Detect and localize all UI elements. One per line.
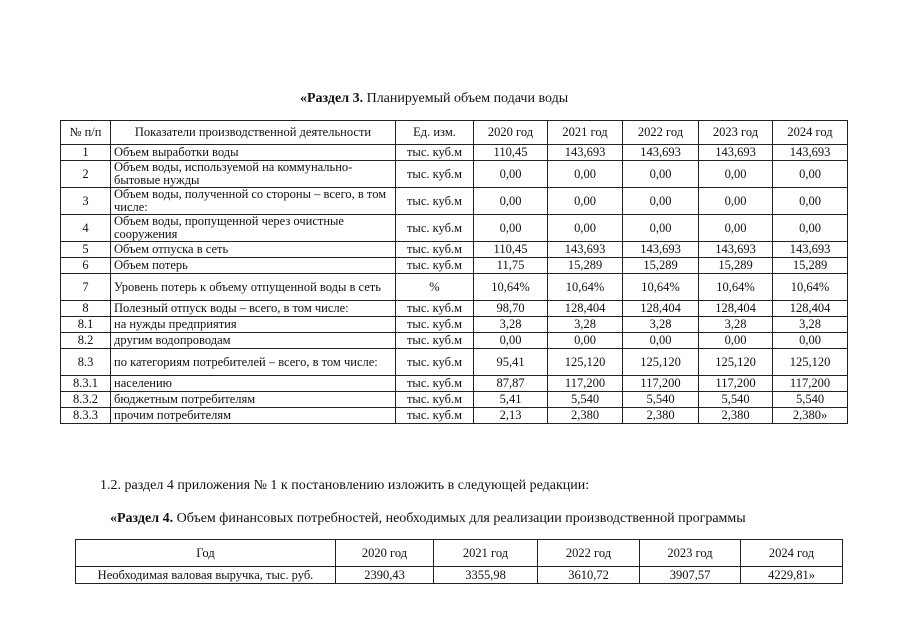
section4-heading-text: Объем финансовых потребностей, необходимых для реализации производственной программы: [173, 511, 746, 526]
row-value: 10,64%: [474, 274, 548, 301]
revenue-label: Необходимая валовая выручка, тыс. руб.: [76, 567, 336, 584]
row-unit: тыс. куб.м: [396, 301, 474, 317]
row-value: 143,693: [773, 145, 848, 161]
row-value: 0,00: [548, 215, 623, 242]
section3-header-row: [61, 121, 848, 145]
row-indicator: по категориям потребителей – всего, в том числе:: [111, 349, 396, 376]
section4-table: [75, 539, 843, 584]
row-indicator: Объем отпуска в сеть: [111, 242, 396, 258]
row-value: 15,289: [699, 258, 773, 274]
row-value: 125,120: [623, 349, 699, 376]
row-value: 11,75: [474, 258, 548, 274]
section4-heading: [110, 511, 746, 527]
row-value: 110,45: [474, 145, 548, 161]
row-value: 117,200: [773, 376, 848, 392]
row-value: 0,00: [699, 215, 773, 242]
row-unit: тыс. куб.м: [396, 317, 474, 333]
row-number: 6: [61, 258, 111, 274]
header-2021: 2021 год: [434, 540, 538, 567]
row-indicator: на нужды предприятия: [111, 317, 396, 333]
row-value: 0,00: [623, 188, 699, 215]
row-number: 3: [61, 188, 111, 215]
row-value: 0,00: [699, 333, 773, 349]
row-unit: тыс. куб.м: [396, 349, 474, 376]
row-value: 15,289: [548, 258, 623, 274]
row-number: 2: [61, 161, 111, 188]
row-unit: тыс. куб.м: [396, 333, 474, 349]
row-number: 8.2: [61, 333, 111, 349]
row-number: 8: [61, 301, 111, 317]
row-value: 0,00: [773, 333, 848, 349]
row-value: 5,540: [548, 392, 623, 408]
header-2021: 2021 год: [548, 121, 623, 145]
row-value: 95,41: [474, 349, 548, 376]
row-value: 143,693: [548, 242, 623, 258]
row-value: 0,00: [773, 188, 848, 215]
row-value: 3,28: [474, 317, 548, 333]
row-unit: тыс. куб.м: [396, 376, 474, 392]
section3-heading-text: Планируемый объем подачи воды: [363, 91, 569, 106]
header-indicator: Показатели производственной деятельности: [111, 121, 396, 145]
row-value: 0,00: [548, 188, 623, 215]
header-2024: 2024 год: [773, 121, 848, 145]
row-indicator: Полезный отпуск воды – всего, в том числе:: [111, 301, 396, 317]
row-value: 5,540: [773, 392, 848, 408]
row-value: 3,28: [699, 317, 773, 333]
row-unit: тыс. куб.м: [396, 258, 474, 274]
row-value: 128,404: [699, 301, 773, 317]
row-number: 8.1: [61, 317, 111, 333]
row-value: 3,28: [773, 317, 848, 333]
row-indicator: Уровень потерь к объему отпущенной воды в сеть: [111, 274, 396, 301]
row-value: 0,00: [623, 161, 699, 188]
row-value: 5,41: [474, 392, 548, 408]
table-row: [61, 333, 848, 349]
row-number: 8.3.1: [61, 376, 111, 392]
header-num: № п/п: [61, 121, 111, 145]
row-value: 110,45: [474, 242, 548, 258]
row-indicator: Объем потерь: [111, 258, 396, 274]
row-value: 10,64%: [623, 274, 699, 301]
row-value: 128,404: [773, 301, 848, 317]
row-value: 98,70: [474, 301, 548, 317]
row-value: 117,200: [699, 376, 773, 392]
row-unit: тыс. куб.м: [396, 188, 474, 215]
section4-heading-bold: «Раздел 4.: [110, 511, 174, 526]
row-value: 0,00: [474, 188, 548, 215]
row-indicator: населению: [111, 376, 396, 392]
table-row: [61, 258, 848, 274]
row-value: 5,540: [699, 392, 773, 408]
row-value: 0,00: [548, 161, 623, 188]
section3-table: [60, 120, 848, 424]
section4-header-row: [76, 540, 843, 567]
row-value: 143,693: [699, 145, 773, 161]
revenue-2021: 3355,98: [434, 567, 538, 584]
row-value: 143,693: [548, 145, 623, 161]
row-indicator: Объем воды, пропущенной через очистные сооружения: [111, 215, 396, 242]
section3-heading: [300, 91, 568, 107]
header-2023: 2023 год: [640, 540, 741, 567]
row-value: 2,380: [623, 408, 699, 424]
row-value: 3,28: [623, 317, 699, 333]
revenue-2023: 3907,57: [640, 567, 741, 584]
row-indicator: Объем воды, используемой на коммунально-бытовые нужды: [111, 161, 396, 188]
section3-table-body: [61, 145, 848, 424]
row-value: 128,404: [548, 301, 623, 317]
table-row: [61, 188, 848, 215]
revenue-2024: 4229,81»: [741, 567, 843, 584]
table-row: [61, 145, 848, 161]
table-row: [61, 408, 848, 424]
row-unit: тыс. куб.м: [396, 392, 474, 408]
row-unit: тыс. куб.м: [396, 145, 474, 161]
row-value: 117,200: [623, 376, 699, 392]
row-indicator: Объем выработки воды: [111, 145, 396, 161]
row-value: 0,00: [623, 333, 699, 349]
row-number: 7: [61, 274, 111, 301]
table-row: [61, 242, 848, 258]
revenue-2022: 3610,72: [538, 567, 640, 584]
row-value: 0,00: [474, 161, 548, 188]
amendment-paragraph: 1.2. раздел 4 приложения № 1 к постановлению изложить в следующей редакции:: [100, 478, 590, 493]
row-value: 128,404: [623, 301, 699, 317]
row-value: 125,120: [548, 349, 623, 376]
row-value: 5,540: [623, 392, 699, 408]
row-value: 0,00: [474, 215, 548, 242]
header-2022: 2022 год: [623, 121, 699, 145]
row-value: 143,693: [699, 242, 773, 258]
row-value: 0,00: [773, 161, 848, 188]
row-value: 2,380»: [773, 408, 848, 424]
header-2022: 2022 год: [538, 540, 640, 567]
row-value: 0,00: [474, 333, 548, 349]
header-2020: 2020 год: [474, 121, 548, 145]
row-unit: тыс. куб.м: [396, 215, 474, 242]
header-year: Год: [76, 540, 336, 567]
row-unit: %: [396, 274, 474, 301]
row-value: 10,64%: [548, 274, 623, 301]
row-unit: тыс. куб.м: [396, 408, 474, 424]
row-indicator: другим водопроводам: [111, 333, 396, 349]
row-value: 87,87: [474, 376, 548, 392]
row-value: 10,64%: [699, 274, 773, 301]
table-row: [61, 301, 848, 317]
row-number: 4: [61, 215, 111, 242]
row-value: 125,120: [773, 349, 848, 376]
row-value: 10,64%: [773, 274, 848, 301]
row-value: 15,289: [773, 258, 848, 274]
row-value: 143,693: [623, 145, 699, 161]
row-value: 0,00: [699, 188, 773, 215]
table-row: [61, 376, 848, 392]
table-row: [61, 161, 848, 188]
row-value: 125,120: [699, 349, 773, 376]
section3-heading-bold: «Раздел 3.: [300, 91, 364, 106]
table-row: [61, 317, 848, 333]
row-value: 0,00: [548, 333, 623, 349]
row-number: 8.3.3: [61, 408, 111, 424]
row-value: 2,380: [699, 408, 773, 424]
row-value: 143,693: [623, 242, 699, 258]
table-row: [61, 215, 848, 242]
header-unit: Ед. изм.: [396, 121, 474, 145]
table-row: [61, 274, 848, 301]
row-value: 3,28: [548, 317, 623, 333]
table-row: [61, 392, 848, 408]
row-value: 117,200: [548, 376, 623, 392]
table-row: [61, 349, 848, 376]
section4-data-row: [76, 567, 843, 584]
row-indicator: бюджетным потребителям: [111, 392, 396, 408]
header-2024: 2024 год: [741, 540, 843, 567]
row-number: 8.3: [61, 349, 111, 376]
row-number: 8.3.2: [61, 392, 111, 408]
row-number: 5: [61, 242, 111, 258]
row-value: 0,00: [623, 215, 699, 242]
row-value: 0,00: [773, 215, 848, 242]
row-value: 0,00: [699, 161, 773, 188]
row-number: 1: [61, 145, 111, 161]
header-2020: 2020 год: [336, 540, 434, 567]
row-indicator: Объем воды, полученной со стороны – всего, в том числе:: [111, 188, 396, 215]
row-unit: тыс. куб.м: [396, 242, 474, 258]
row-unit: тыс. куб.м: [396, 161, 474, 188]
header-2023: 2023 год: [699, 121, 773, 145]
revenue-2020: 2390,43: [336, 567, 434, 584]
row-value: 2,380: [548, 408, 623, 424]
row-value: 143,693: [773, 242, 848, 258]
row-value: 2,13: [474, 408, 548, 424]
row-value: 15,289: [623, 258, 699, 274]
row-indicator: прочим потребителям: [111, 408, 396, 424]
